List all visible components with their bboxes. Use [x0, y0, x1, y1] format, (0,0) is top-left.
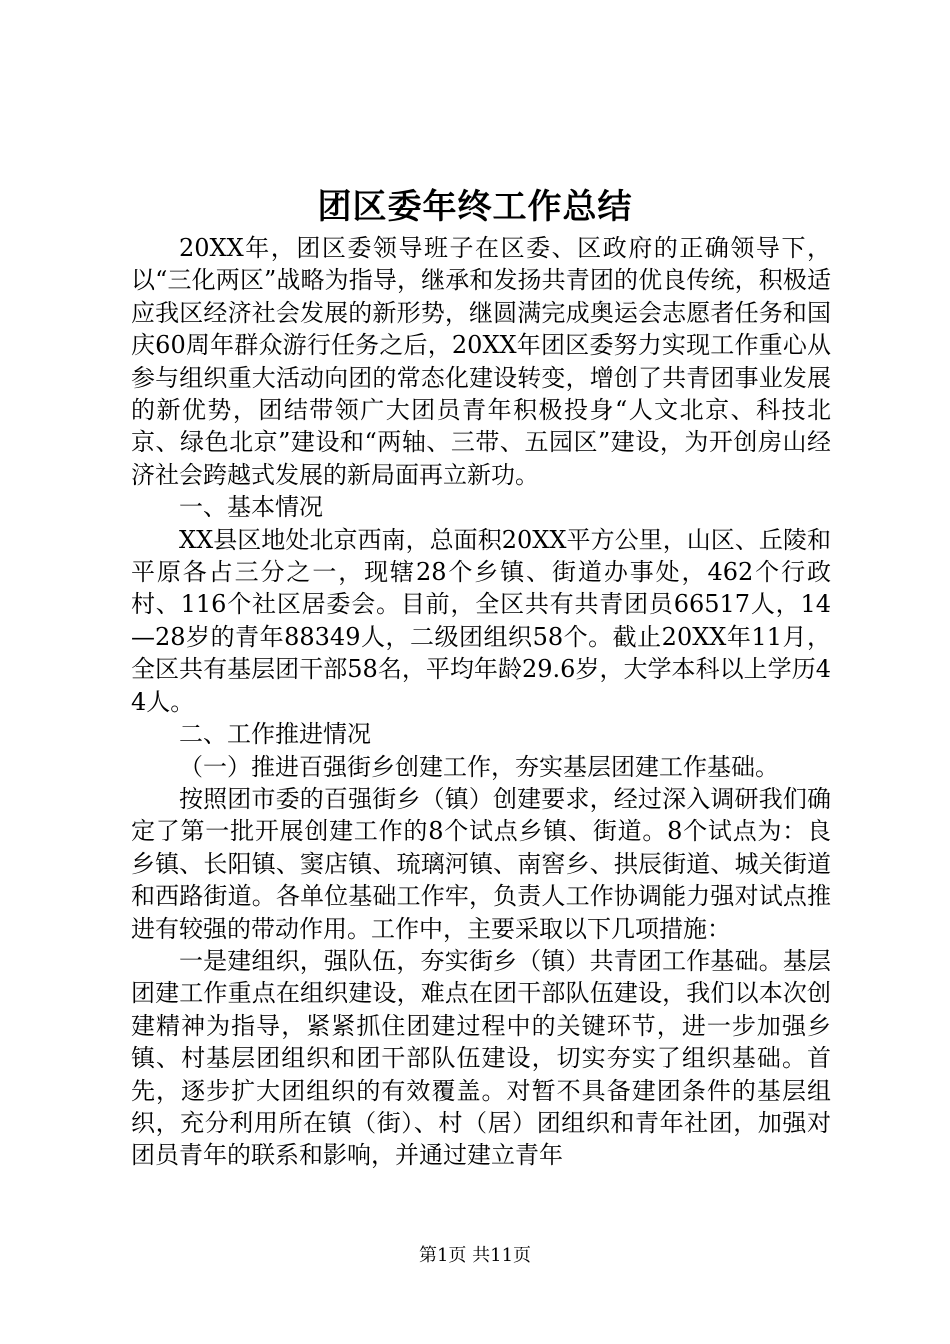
page-footer: [0, 1244, 950, 1268]
measure-one-paragraph: 一是建组织，强队伍，夯实街乡（镇）共青团工作基础。基层团建工作重点在组织建设，难点在团干部队伍建设，我们以本次创建精神为指导，紧紧抓住团建过程中的关键环节，进一步加强乡镇、村基层团组织和团干部队伍建设，切实夯实了组织基础。首先，逐步扩大团组织的有效覆盖。对暂不具备建团条件的基层组织，充分利用所在镇（街）、村（居）团组织和青年社团，加强对团员青年的联系和影响，并通过建立青年: [131, 946, 831, 1170]
subsection-heading-1: （一）推进百强街乡创建工作，夯实基层团建工作基础。: [179, 752, 779, 781]
page-total: 共11页: [472, 1245, 532, 1266]
document-title: 团区委年终工作总结: [317, 187, 633, 227]
section-heading-work-progress: 二、工作推进情况: [179, 720, 371, 749]
intro-paragraph: 20XX年，团区委领导班子在区委、区政府的正确领导下，以“三化两区”战略为指导，继承和发扬共青团的优良传统，积极适应我区经济社会发展的新形势，继圆满完成奥运会志愿者任务和国庆60周年群众游行任务之后，20XX年团区委努力实现工作重心从参与组织重大活动向团的常态化建设转变，增创了共青团事业发展的新优势，团结带领广大团员青年积极投身“人文北京、科技北京、绿色北京”建设和“两轴、三带、五园区”建设，为开创房山经济社会跨越式发展的新局面再立新功。: [131, 234, 831, 489]
pilot-towns-paragraph: 按照团市委的百强街乡（镇）创建要求，经过深入调研我们确定了第一批开展创建工作的8个试点乡镇、街道。8个试点为：良乡镇、长阳镇、窦店镇、琉璃河镇、南窖乡、拱辰街道、城关街道和西路街道。各单位基础工作牢，负责人工作协调能力强对试点推进有较强的带动作用。工作中，主要采取以下几项措施：: [131, 784, 831, 943]
basic-situation-paragraph: XX县区地处北京西南，总面积20XX平方公里，山区、丘陵和平原各占三分之一，现辖28个乡镇、街道办事处，462个行政村、116个社区居委会。目前，全区共有共青团员66517人，14—28岁的青年88349人，二级团组织58个。截止20XX年11月，全区共有基层团干部58名，平均年龄29.6岁，大学本科以上学历44人。: [131, 525, 831, 716]
section-heading-basic-situation: 一、基本情况: [179, 493, 323, 522]
page-number: 第1页: [418, 1245, 467, 1266]
document-body: [131, 232, 831, 1172]
